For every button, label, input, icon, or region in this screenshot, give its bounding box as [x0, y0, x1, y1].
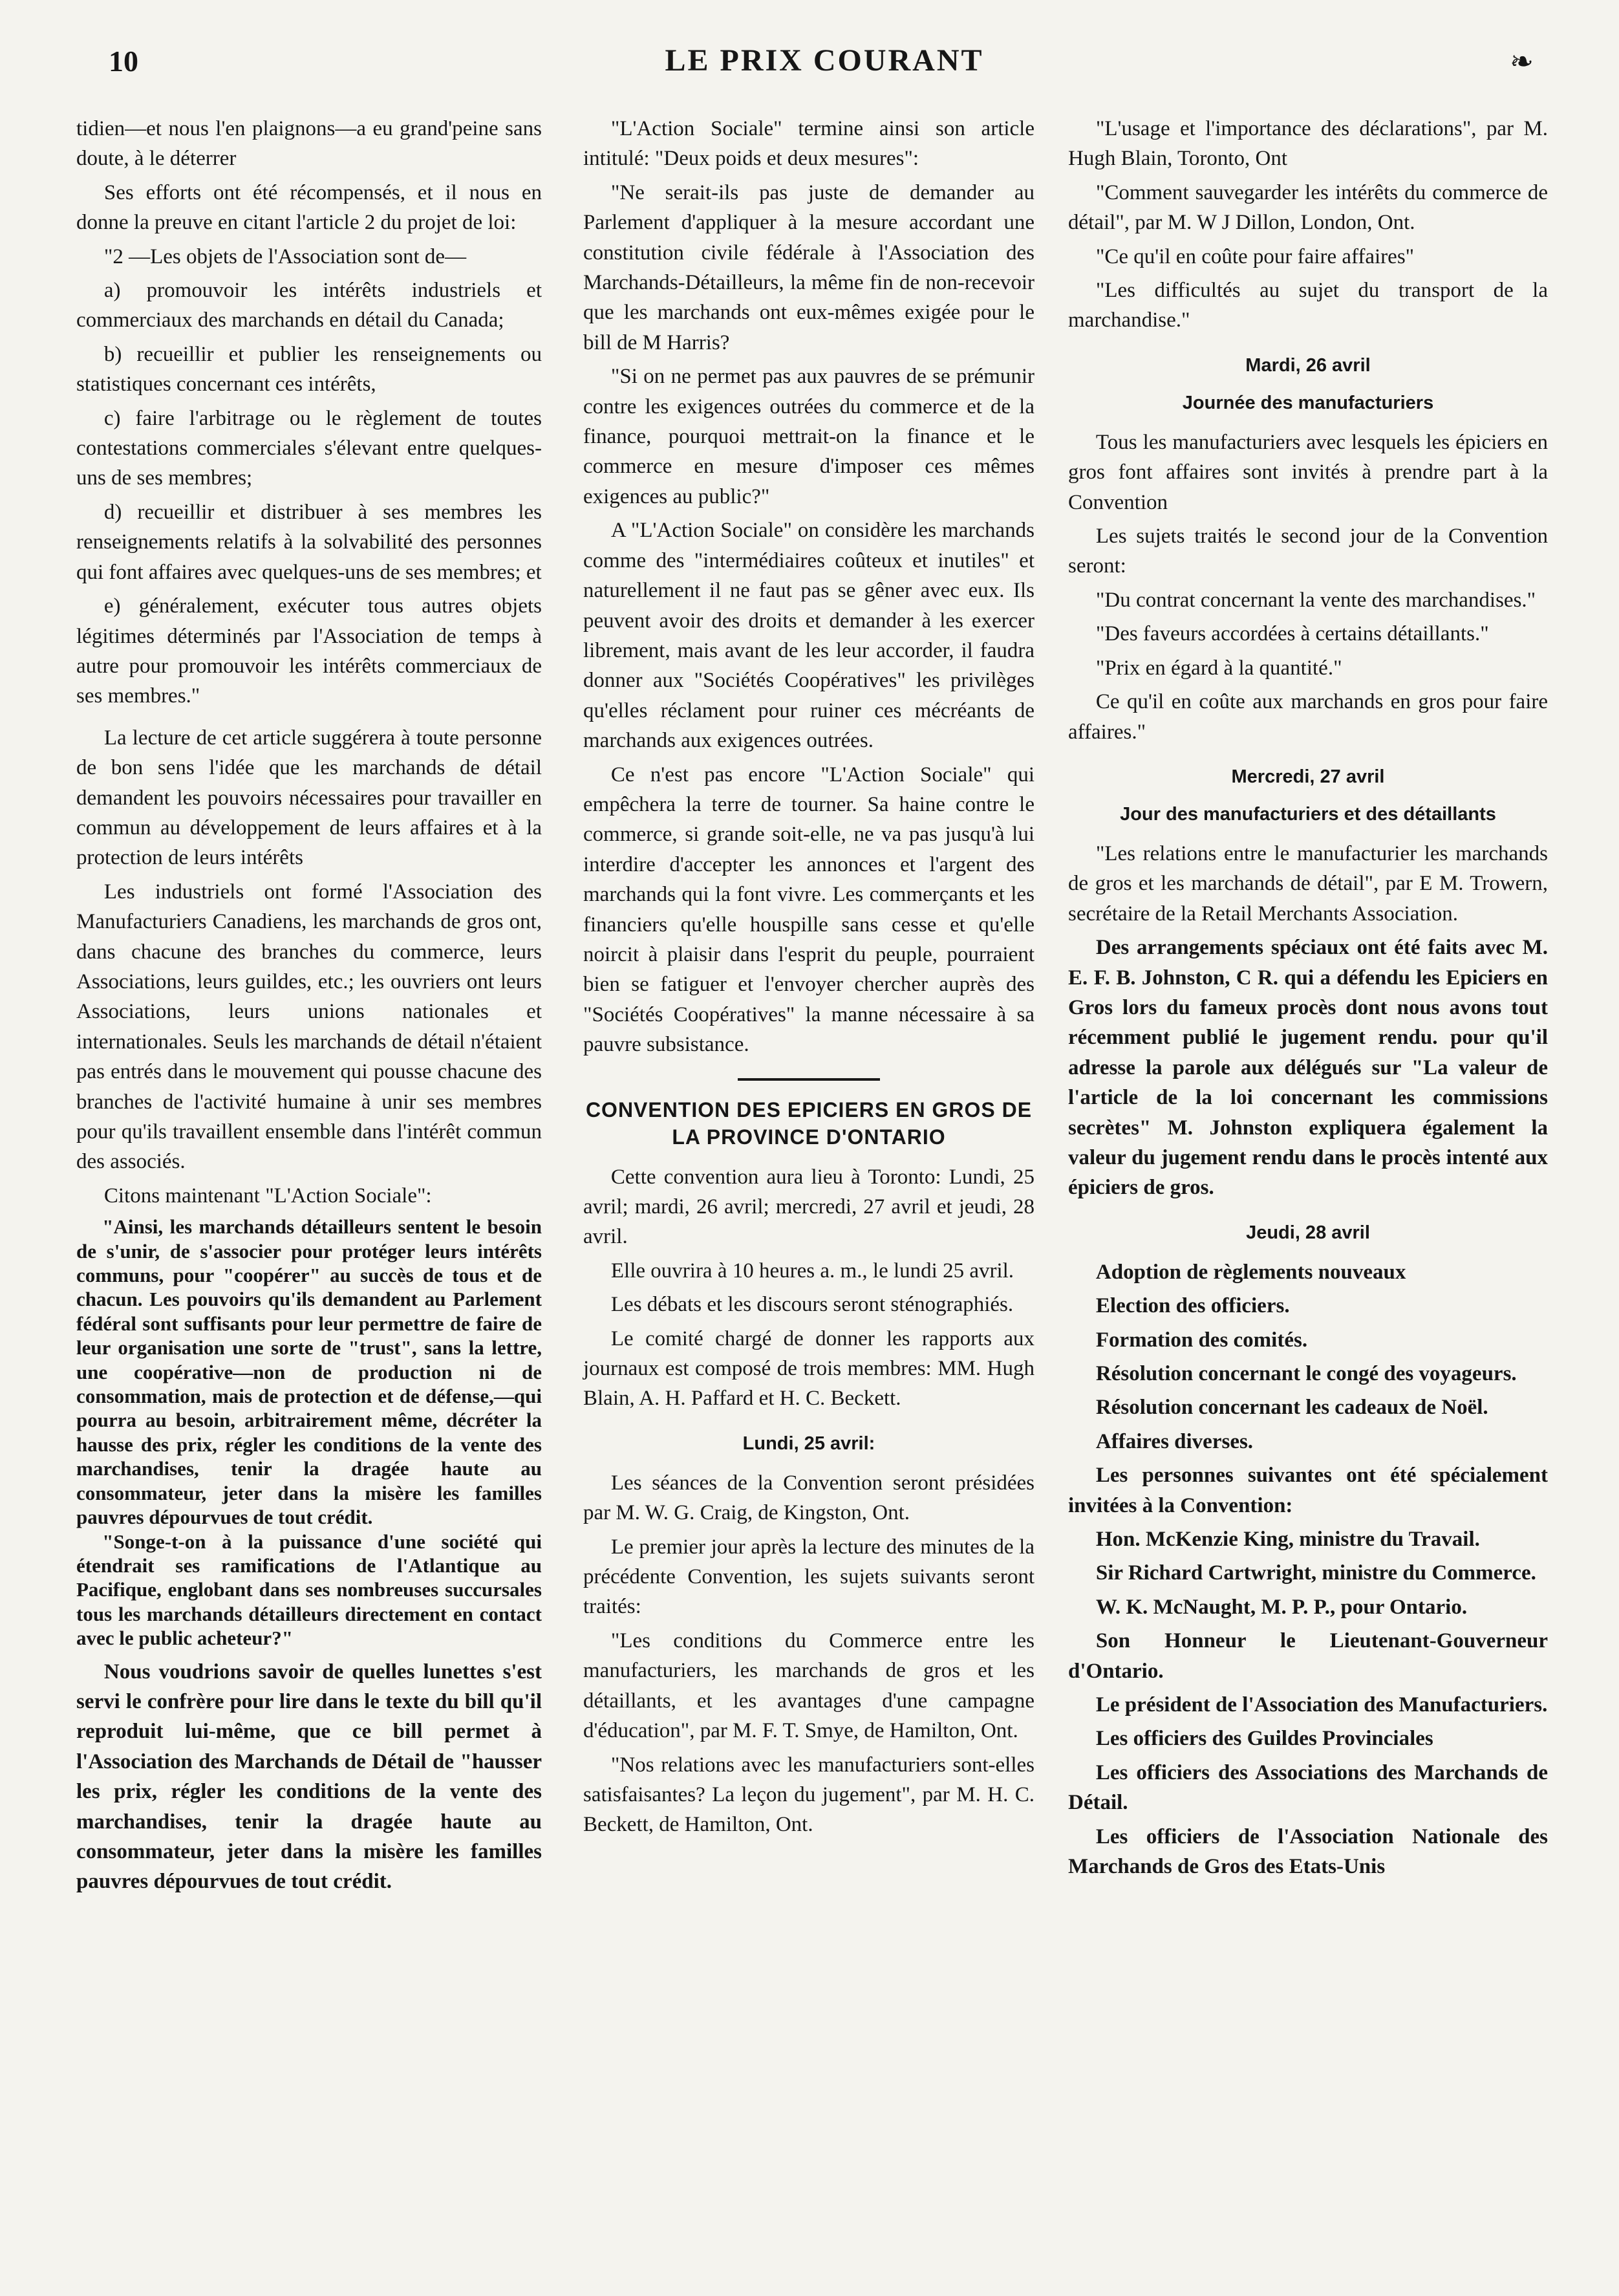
list-item: Hon. McKenzie King, ministre du Travail. [1095, 1528, 1480, 1552]
list-item: W. K. McNaught, M. P. P., pour Ontario. [1095, 1595, 1468, 1619]
paragraph: Les industriels ont formé l'Association des Manufacturiers Canadiens, les marchands de gros ont, dans chacune des branches du commerce, leurs Associations, leurs guildes, etc.; les ouvriers ont leurs Associations, leurs unions nationales et internationales. Seuls les marchands de détail n'étaient pas entrés dans le mouvement qui pousse chacune des branches de l'activité humaine à unir ses membres pour qu'ils travaillent ensemble dans l'intérêt commun des associés. [76, 880, 542, 1174]
quote-paragraph: "Songe-t-on à la puissance d'une société qui étendrait ses ramifications de l'Atlantique au Pacifique, englobant dans ses nombreuses succursales tous les marchands détailleurs directement en contact avec le public acheteur?" [76, 1530, 542, 1650]
paragraph: Ses efforts ont été récompensés, et il nous en donne la preuve en citant l'article 2 du projet de loi: [76, 180, 542, 235]
list-item: Résolution concernant les cadeaux de Noël. [1095, 1396, 1488, 1420]
paragraph: Les sujets traités le second jour de la Convention seront: [1068, 525, 1548, 578]
paragraph: A "L'Action Sociale" on considère les marchands comme des "intermédiaires coûteux et inutiles" et naturellement il ne faut pas se gêner avec eux. Ils peuvent avoir des droits et demander à les exercer librement, mais avant de les leur accorder, il faudra donner aux "Sociétés Coopératives" les privilèges qu'elles réclament pour ruiner ces mécréants de marchands aux exigences outrées. [583, 519, 1035, 753]
paragraph: "Les difficultés au sujet du transport de la marchandise." [1068, 279, 1548, 332]
list-item: Les officiers des Guildes Provinciales [1095, 1727, 1433, 1751]
list-item: Sir Richard Cartwright, ministre du Commerce. [1095, 1561, 1536, 1585]
day-subheading: Jour des manufacturiers et des détaillants [1120, 803, 1496, 825]
paragraph: "L'usage et l'importance des déclarations", par M. Hugh Blain, Toronto, Ont [1068, 117, 1548, 171]
paragraph: "Les conditions du Commerce entre les manufacturiers, les marchands de gros et les détaillants, et les avantages d'une campagne d'éducation", par M. F. T. Smye, de Hamilton, Ont. [583, 1629, 1035, 1743]
section-heading: CONVENTION DES EPICIERS EN GROS DE LA PROVINCE D'ONTARIO [585, 1098, 1033, 1149]
paragraph: tidien—et nous l'en plaignons—a eu grand'peine sans doute, à le déterrer [76, 117, 542, 171]
paragraph: Le premier jour après la lecture des minutes de la précédente Convention, les sujets suivants seront traités: [583, 1535, 1035, 1619]
paragraph: Elle ouvrira à 10 heures a. m., le lundi 25 avril. [610, 1259, 1014, 1283]
paragraph: "Nos relations avec les manufacturiers sont-elles satisfaisantes? La leçon du jugement", par M. H. C. Beckett, de Hamilton, Ont. [583, 1753, 1035, 1837]
paragraph: La lecture de cet article suggérera à toute personne de bon sens l'idée que les marchands de détail demandent les pouvoirs nécessaires pour travailler en commun au développement de leurs affaires et à la protection de leurs intérêts [76, 726, 542, 870]
paragraph: Citons maintenant "L'Action Sociale": [103, 1184, 432, 1208]
paragraph: "Comment sauvegarder les intérêts du commerce de détail", par M. W J Dillon, London, Ont. [1068, 180, 1548, 235]
day-heading: Jeudi, 28 avril [1246, 1222, 1370, 1243]
day-heading: Mardi, 26 avril [1245, 354, 1371, 376]
page-header [97, 38, 1552, 89]
day-heading: Lundi, 25 avril: [742, 1433, 875, 1454]
paragraph: "Du contrat concernant la vente des marchandises." [1095, 588, 1536, 612]
list-item: Les officiers de l'Association Nationale des Marchands de Gros des Etats-Unis [1068, 1825, 1548, 1879]
list-item: b) recueillir et publier les renseignements ou statistiques concernant ces intérêts, [76, 342, 542, 396]
paragraph: "Ce qu'il en coûte pour faire affaires" [1095, 244, 1415, 268]
paragraph: Ce n'est pas encore "L'Action Sociale" qui empêchera la terre de tourner. Sa haine contre le commerce, si grande soit-elle, ne va pas jusqu'à lui interdire d'accepter les annonces et l'argent des marchands qui la font vivre. Les commerçants et les financiers qu'elle houspille sans cesse et qu'elle noircit à plaisir dans l'esprit du peuple, pourraient bien se fatiguer et l'envoyer chercher auprès des "Sociétés Coopératives" la manne nécessaire à sa pauvre subsistance. [583, 763, 1035, 1057]
journal-title: LE PRIX COURANT [665, 43, 984, 78]
paragraph: "Ne serait-ils pas juste de demander au Parlement d'appliquer à la mesure accordant une constitution civile fédérale à l'Association des Marchands-Détailleurs, la même fin de non-recevoir que les marchands ont eux-mêmes exigée pour le bill de M Harris? [583, 180, 1035, 354]
list-item: d) recueillir et distribuer à ses membres les renseignements relatifs à la solvabilité des personnes qui font affaires avec quelques-uns de ses membres; et [76, 500, 542, 584]
column-3 [1068, 114, 1548, 1886]
ornament-icon: ❧ [1510, 46, 1534, 78]
paragraph: "2 —Les objets de l'Association sont de— [103, 244, 467, 268]
list-item: Les officiers des Associations des Marchands de Détail. [1068, 1760, 1548, 1815]
quote-paragraph: "Ainsi, les marchands détailleurs sentent le besoin de s'unir, de s'associer pour protéger leurs intérêts communs, pour "coopérer" au succès de tous et de chacun. Les pouvoirs qu'ils demandent au Parlement fédéral sont suffisants pour leur permettre de faire de leur organisation une sorte de "trust", sans la lettre, une coopérative—non de production ni de consommation, mais de protection et de défense,—qui pourra au besoin, arbitrairement même, décréter la hausse des prix, régler les conditions de la vente des marchandises, tenir la dragée haute au consommateur, jeter dans la misère les familles pauvres dépourvues de tout crédit. [76, 1215, 542, 1529]
list-item: c) faire l'arbitrage ou le règlement de toutes contestations commerciales s'élevant entre quelques-uns de ses membres; [76, 406, 542, 490]
paragraph: Nous voudrions savoir de quelles lunettes s'est servi le confrère pour lire dans le texte du bill qu'il reproduit lui-même, que ce bill permet à l'Association des Marchands de Détail de "hausser les prix, régler les conditions de la vente des marchandises, tenir la dragée haute au consommateur, jeter dans la misère les familles pauvres dépourvues de tout crédit. [76, 1660, 542, 1894]
paragraph: Tous les manufacturiers avec lesquels les épiciers en gros font affaires sont invités à prendre part à la Convention [1068, 430, 1548, 514]
paragraph: "Les relations entre le manufacturier les marchands de gros et les marchands de détail", par E M. Trowern, secrétaire de la Retail Merchants Association. [1068, 841, 1548, 926]
column-2 [583, 114, 1035, 1844]
paragraph: Les séances de la Convention seront présidées par M. W. G. Craig, de Kingston, Ont. [583, 1471, 1035, 1525]
day-subheading: Journée des manufacturiers [1182, 392, 1434, 413]
column-1 [76, 114, 542, 1901]
list-item: Affaires diverses. [1095, 1429, 1254, 1453]
agenda-list [1068, 1257, 1548, 1882]
paragraph: Le comité chargé de donner les rapports aux journaux est composé de trois membres: MM. Hugh Blain, A. H. Paffard et H. C. Beckett. [583, 1327, 1035, 1411]
page-number: 10 [109, 45, 138, 78]
list-item: Formation des comités. [1095, 1328, 1308, 1352]
list-item: Son Honneur le Lieutenant-Gouverneur d'Ontario. [1068, 1629, 1548, 1683]
paragraph: Ce qu'il en coûte aux marchands en gros pour faire affaires." [1068, 690, 1548, 744]
list-item: e) généralement, exécuter tous autres objets légitimes déterminés par l'Association de temps à autre pour promouvoir les intérêts commerciaux de ses membres." [76, 594, 542, 708]
list-item: Les personnes suivantes ont été spécialement invitées à la Convention: [1068, 1464, 1548, 1517]
paragraph: Cette convention aura lieu à Toronto: Lundi, 25 avril; mardi, 26 avril; mercredi, 27 avril et jeudi, 28 avril. [583, 1165, 1035, 1249]
list-item: Résolution concernant le congé des voyageurs. [1095, 1362, 1517, 1385]
list-item: Adoption de règlements nouveaux [1095, 1260, 1406, 1284]
paragraph: "L'Action Sociale" termine ainsi son article intitulé: "Deux poids et deux mesures": [583, 117, 1035, 171]
paragraph: "Prix en égard à la quantité." [1095, 656, 1342, 680]
quote-block [76, 1215, 542, 1650]
list-item: a) promouvoir les intérêts industriels et commerciaux des marchands en détail du Canada; [76, 279, 542, 332]
day-heading: Mercredi, 27 avril [1231, 766, 1385, 787]
list-item: Election des officiers. [1095, 1294, 1290, 1318]
paragraph: Des arrangements spéciaux ont été faits avec M. E. F. B. Johnston, C R. qui a défendu les Epiciers en Gros lors du fameux procès dont nous avons tout récemment publié le jugement rendu. pour qu'il adresse la parole aux délégués sur "La valeur de l'article de la loi concernant les commissions secrètes" M. Johnston expliquera également la valeur du jugement rendu dans le procès intenté aux épiciers de gros. [1068, 936, 1548, 1200]
paragraph: Les débats et les discours seront sténographiés. [610, 1293, 1014, 1317]
paragraph: "Des faveurs accordées à certains détaillants." [1095, 622, 1489, 646]
paragraph: "Si on ne permet pas aux pauvres de se prémunir contre les exigences outrées du commerce et de la finance, pourquoi mettrait-on la finance et le commerce en mesure d'imposer ces mêmes exigences au public?" [583, 365, 1035, 508]
section-divider [738, 1078, 880, 1081]
list-item: Le président de l'Association des Manufacturiers. [1095, 1693, 1548, 1717]
